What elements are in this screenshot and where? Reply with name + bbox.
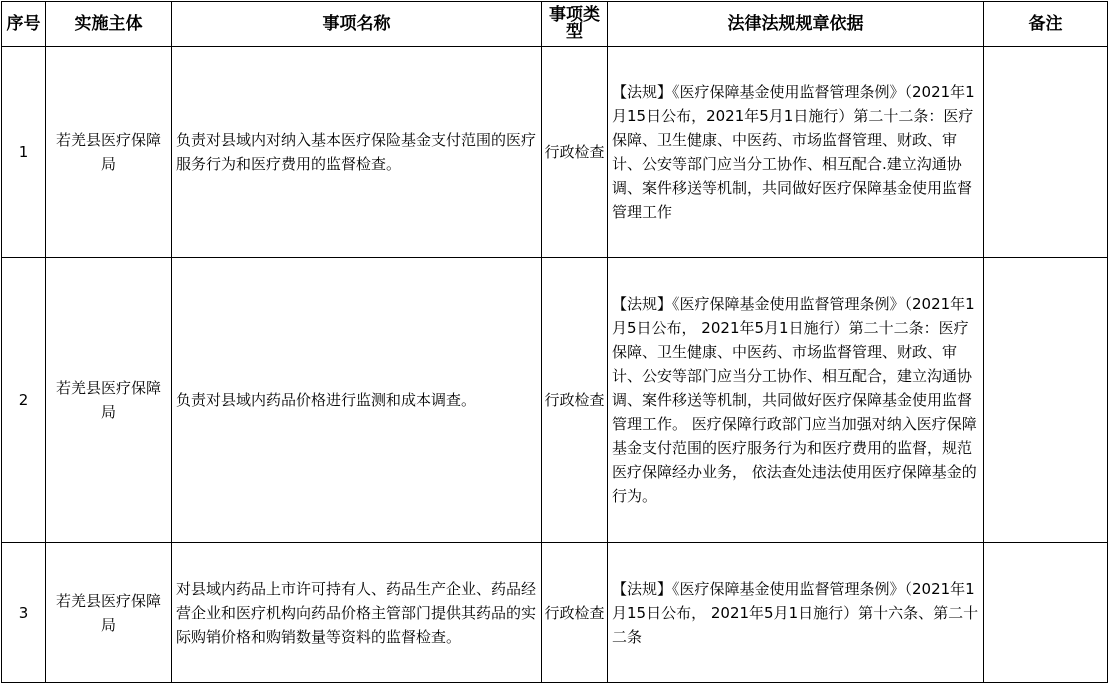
row-index: 1 <box>2 47 46 258</box>
table-row <box>2 543 1108 683</box>
row-legal-basis: 【法规】《医疗保障基金使用监督管理条例》（2021年1月5日公布， 2021年5月1日施行）第二十二条：医疗保障、卫生健康、中医药、市场监督管理、财政、审计、公安等部门应当分工协作、相互配合，建立沟通协调、案件移送等机制，共同做好医疗保障基金使用监督管理工作。 医疗保障行政部门应当加强对纳入医疗保障基金支付范围的医疗服务行为和医疗费用的监督，规范医疗保障经办业务， 依法查处违法使用医疗保障基金的行为。 <box>608 258 984 543</box>
row-entity: 若羌县医疗保障局 <box>46 258 172 543</box>
row-entity: 若羌县医疗保障局 <box>46 543 172 683</box>
table-row <box>2 258 1108 543</box>
row-index: 3 <box>2 543 46 683</box>
row-remarks <box>984 258 1108 543</box>
row-item-type: 行政检查 <box>542 258 608 543</box>
header-index: 序号 <box>2 2 46 47</box>
header-item-name: 事项名称 <box>172 2 542 47</box>
table-row <box>2 47 1108 258</box>
row-item-type: 行政检查 <box>542 543 608 683</box>
row-remarks <box>984 543 1108 683</box>
header-item-type: 事项类型 <box>542 2 608 47</box>
row-item-name: 对县域内药品上市许可持有人、药品生产企业、药品经营企业和医疗机构向药品价格主管部门提供其药品的实际购销价格和购销数量等资料的监督检查。 <box>172 543 542 683</box>
row-entity: 若羌县医疗保障局 <box>46 47 172 258</box>
row-item-name: 负责对县域内对纳入基本医疗保险基金支付范围的医疗服务行为和医疗费用的监督检查。 <box>172 47 542 258</box>
row-index: 2 <box>2 258 46 543</box>
regulation-table <box>1 1 1108 683</box>
row-item-name: 负责对县域内药品价格进行监测和成本调查。 <box>172 258 542 543</box>
header-entity: 实施主体 <box>46 2 172 47</box>
header-row <box>2 2 1108 47</box>
row-legal-basis: 【法规】《医疗保障基金使用监督管理条例》（2021年1月15日公布，2021年5月1日施行）第二十二条：医疗保障、卫生健康、中医药、市场监督管理、财政、审计、公安等部门应当分工协作、相互配合.建立沟通协调、案件移送等机制，共同做好医疗保障基金使用监督管理工作 <box>608 47 984 258</box>
row-item-type: 行政检查 <box>542 47 608 258</box>
row-legal-basis: 【法规】《医疗保障基金使用监督管理条例》（2021年1月15日公布， 2021年5月1日施行）第十六条、第二十二条 <box>608 543 984 683</box>
header-remarks: 备注 <box>984 2 1108 47</box>
row-remarks <box>984 47 1108 258</box>
header-legal-basis: 法律法规规章依据 <box>608 2 984 47</box>
